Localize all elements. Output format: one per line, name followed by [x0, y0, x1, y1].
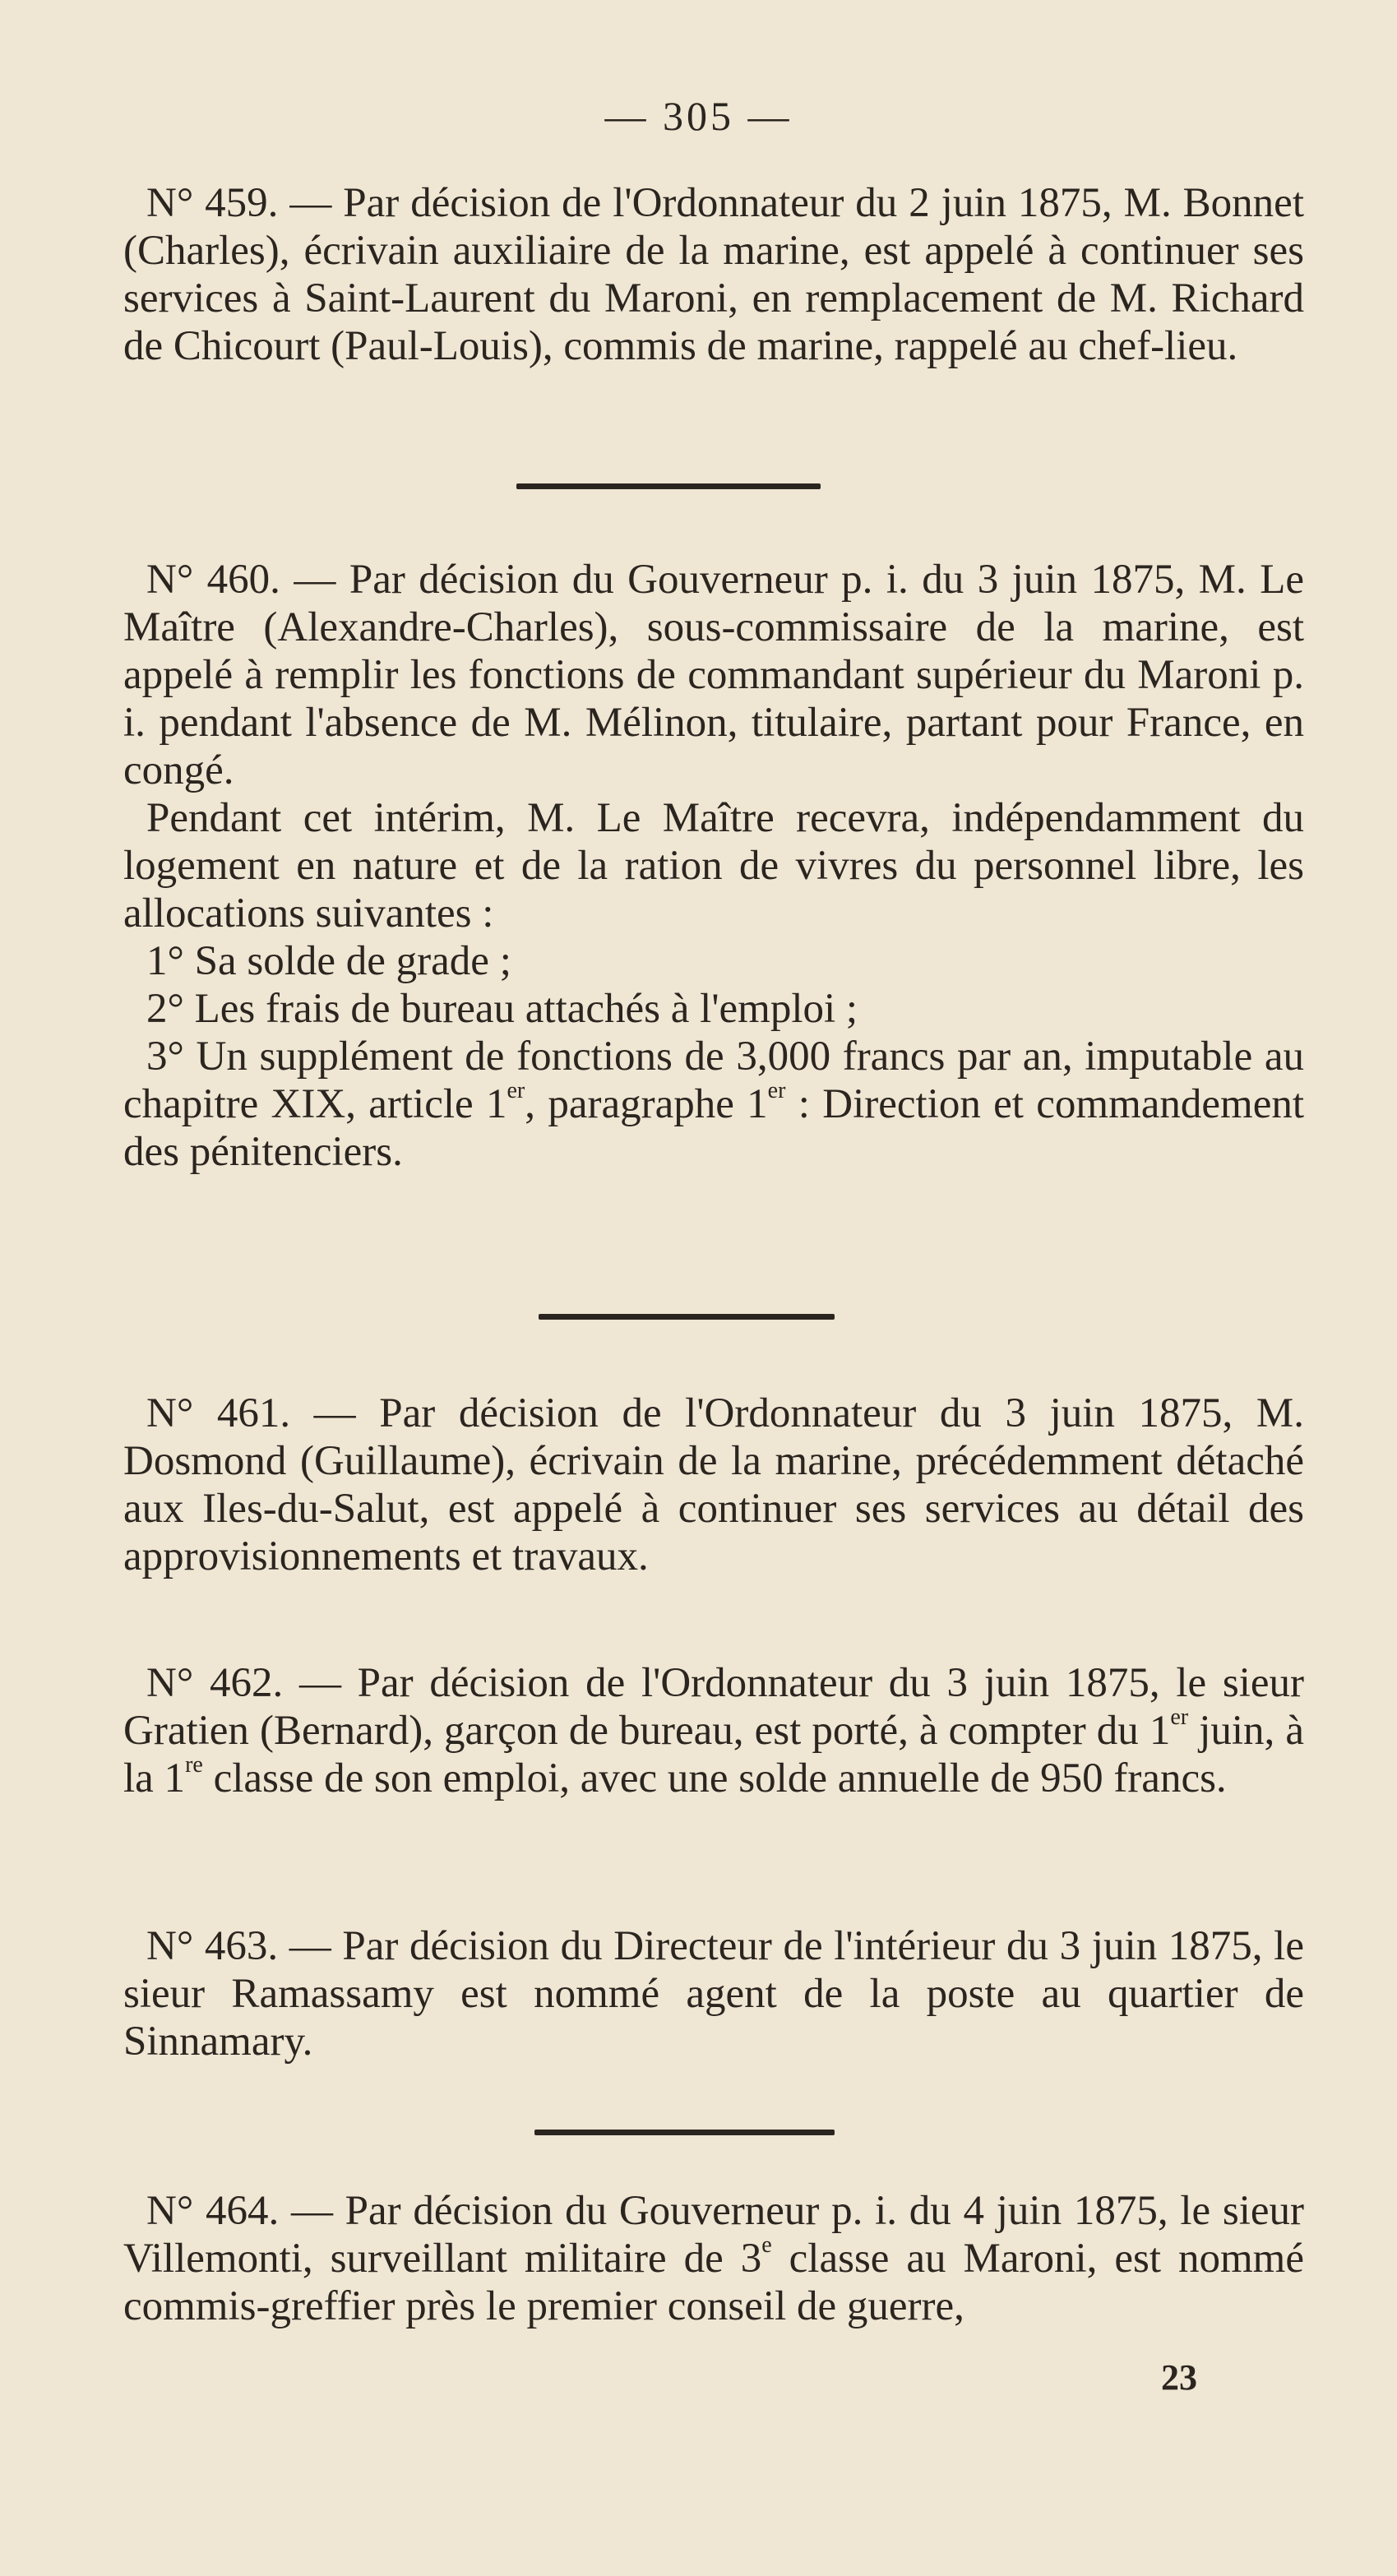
entry-list-item: 1° Sa solde de grade ;: [146, 938, 511, 984]
entry-paragraph: N° 460. — Par décision du Gouverneur p. i. du 3 juin 1875, M. Le Maître (Alexandre-Charles), sous-commissaire de la marine, est appelé à remplir les fonctions de commandant supérieur du Maroni p. i. pendant l'absence de M. Mélinon, titulaire, partant pour France, en congé.: [123, 557, 1304, 793]
entry-460: [123, 556, 1304, 1176]
signature-mark: 23: [1161, 2357, 1197, 2398]
entry-paragraph: N° 461. — Par décision de l'Ordonnateur du 3 juin 1875, M. Dosmond (Guillaume), écrivain de la marine, précédemment détaché aux Iles-du-Salut, est appelé à continuer ses services au détail des approvisionnements et travaux.: [123, 1390, 1304, 1579]
entry-462: [123, 1659, 1304, 1802]
section-divider: [123, 483, 1304, 489]
entry-459: [123, 179, 1304, 370]
page-number: — 305 —: [604, 93, 793, 139]
entry-paragraph: N° 459. — Par décision de l'Ordonnateur du 2 juin 1875, M. Bonnet (Charles), écrivain auxiliaire de la marine, est appelé à continuer ses services à Saint-Laurent du Maroni, en remplacement de M. Richard de Chicourt (Paul-Louis), commis de marine, rappelé au chef-lieu.: [123, 180, 1304, 369]
section-divider: [123, 1314, 1304, 1320]
entry-list-item: 2° Les frais de bureau attachés à l'emploi ;: [146, 986, 858, 1032]
entry-paragraph: N° 464. — Par décision du Gouverneur p. i. du 4 juin 1875, le sieur Villemonti, surveillant militaire de 3e classe au Maroni, est nommé commis-greffier près le premier conseil de guerre,: [123, 2188, 1304, 2329]
entry-461: [123, 1390, 1304, 1580]
entry-paragraph: N° 462. — Par décision de l'Ordonnateur du 3 juin 1875, le sieur Gratien (Bernard), garçon de bureau, est porté, à compter du 1er juin, à la 1re classe de son emploi, avec une solde annuelle de 950 francs.: [123, 1660, 1304, 1801]
divider-rule: [516, 483, 821, 489]
divider-rule: [539, 1314, 835, 1320]
entry-paragraph: N° 463. — Par décision du Directeur de l'intérieur du 3 juin 1875, le sieur Ramassamy est nommé agent de la poste au quartier de Sinnamary.: [123, 1923, 1304, 2065]
divider-rule: [534, 2130, 835, 2135]
section-divider: [123, 2130, 1304, 2135]
entry-list-item: 3° Un supplément de fonctions de 3,000 francs par an, imputable au chapitre XIX, article 1er, paragraphe 1er : Direction et commandement des pénitenciers.: [123, 1034, 1304, 1175]
entry-paragraph: Pendant cet intérim, M. Le Maître recevra, indépendamment du logement en nature et de la ration de vivres du personnel libre, les allocations suivantes :: [123, 795, 1304, 937]
entry-464: [123, 2187, 1304, 2330]
entry-463: [123, 1922, 1304, 2065]
